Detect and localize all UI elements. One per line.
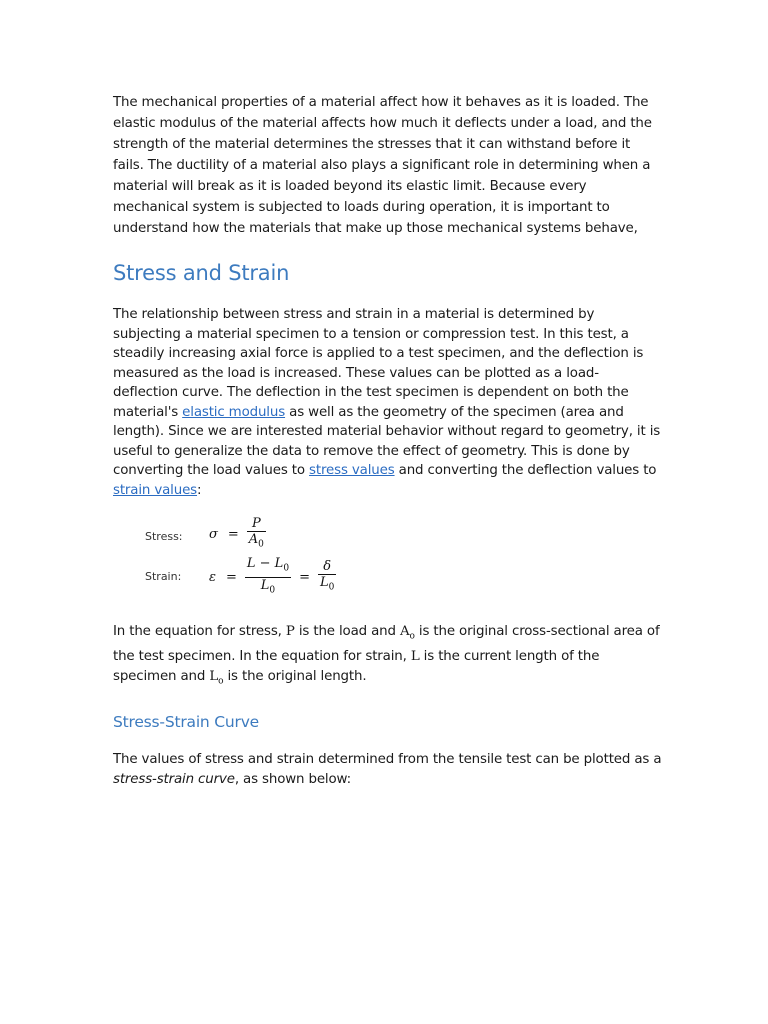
intro-paragraph: The mechanical properties of a material affect how it behaves as it is loaded. The elastic modulus of the material affects how much it deflects under a load, and the strength of the material determines the stresses that it can withstand before it fails. The ductility of a material also plays a significant role in determining when a material will break as it is loaded beyond its elastic limit. Because every mechanical system is subjected to loads during operation, it is important to understand how the materials that make up those mechanical systems behave, xyxy=(113,95,652,236)
strain-equals-2: = xyxy=(299,569,310,585)
explanation-text-1: In the equation for stress, xyxy=(113,624,286,639)
strain-values-link[interactable]: strain values xyxy=(113,482,198,498)
strain-numerator xyxy=(245,556,291,577)
stress-denominator-base: A xyxy=(248,532,259,547)
explanation-text-4: is the current length of the specimen and xyxy=(113,649,600,684)
subsection-heading-stress-strain-curve: Stress-Strain Curve xyxy=(113,712,260,731)
symbol-a-base: A xyxy=(399,624,410,639)
explanation-text-5: is the original length. xyxy=(223,668,367,684)
curve-text-2: , as shown below: xyxy=(234,771,351,787)
symbol-a-o xyxy=(399,624,415,642)
symbol-l0-base: L xyxy=(209,668,219,684)
strain-numerator-2: δ xyxy=(323,558,332,574)
explanation-paragraph xyxy=(113,622,663,692)
strain-denominator-2 xyxy=(318,575,336,596)
symbol-a-sub: o xyxy=(409,631,415,642)
section-heading-stress-and-strain: Stress and Strain xyxy=(113,261,290,285)
strain-denominator xyxy=(259,578,277,599)
stress-denominator-sub: 0 xyxy=(258,539,264,550)
stress-equals: = xyxy=(227,526,239,542)
strain-numerator-base: L − L xyxy=(246,556,284,571)
relationship-text-2: as well as the geometry of the specimen (area and length). Since we are interested material behavior without regard to geometry, it is useful to generalize the data to remove the effect of geometry. This is done by converting the load values to xyxy=(113,404,661,478)
relationship-text-3: and converting the deflection values to xyxy=(394,463,657,478)
strain-denominator-sub: 0 xyxy=(269,585,276,596)
relationship-text-4: : xyxy=(197,482,202,498)
strain-formula xyxy=(209,556,340,598)
stress-symbol: σ xyxy=(209,526,218,542)
stress-numerator: P xyxy=(251,516,261,531)
document-body xyxy=(113,92,663,790)
stress-formula xyxy=(209,516,270,553)
explanation-text-2: is the load and xyxy=(294,624,400,639)
curve-paragraph xyxy=(113,750,663,790)
elastic-modulus-link[interactable]: elastic modulus xyxy=(182,404,286,420)
strain-denominator-2-base: L xyxy=(319,574,329,590)
strain-equals-1: = xyxy=(225,569,237,585)
symbol-p: P xyxy=(285,624,295,639)
relationship-paragraph xyxy=(113,305,663,500)
stress-label: Stress: xyxy=(145,530,183,543)
stress-denominator xyxy=(247,532,266,553)
strain-label: Strain: xyxy=(145,570,182,583)
strain-fraction-2 xyxy=(318,559,336,596)
formula-block xyxy=(145,516,663,596)
symbol-l: L xyxy=(410,649,420,665)
strain-denominator-2-sub: 0 xyxy=(328,582,335,593)
strain-fraction-1 xyxy=(245,556,291,598)
curve-emphasis: stress-strain curve xyxy=(113,771,235,787)
symbol-l0-sub: o xyxy=(218,676,224,687)
curve-text-1: The values of stress and strain determined from the tensile test can be plotted as a xyxy=(113,751,662,767)
symbol-l-o xyxy=(209,668,224,687)
stress-values-link[interactable]: stress values xyxy=(309,463,395,478)
relationship-text-1: The relationship between stress and strain in a material is determined by subjecting a material specimen to a tension or compression test. In this test, a steadily increasing axial force is applied to a test specimen, and the deflection is measured as the load is increased. These values can be plotted as a load-deflection curve. The deflection in the test specimen is dependent on both the material's xyxy=(113,307,644,420)
strain-symbol: ε xyxy=(209,569,216,585)
explanation-text-3: is the original cross-sectional area of the test specimen. In the equation for strain, xyxy=(113,624,660,665)
strain-denominator-base: L xyxy=(260,577,270,593)
strain-numerator-sub: 0 xyxy=(283,563,290,574)
stress-fraction xyxy=(247,516,266,553)
